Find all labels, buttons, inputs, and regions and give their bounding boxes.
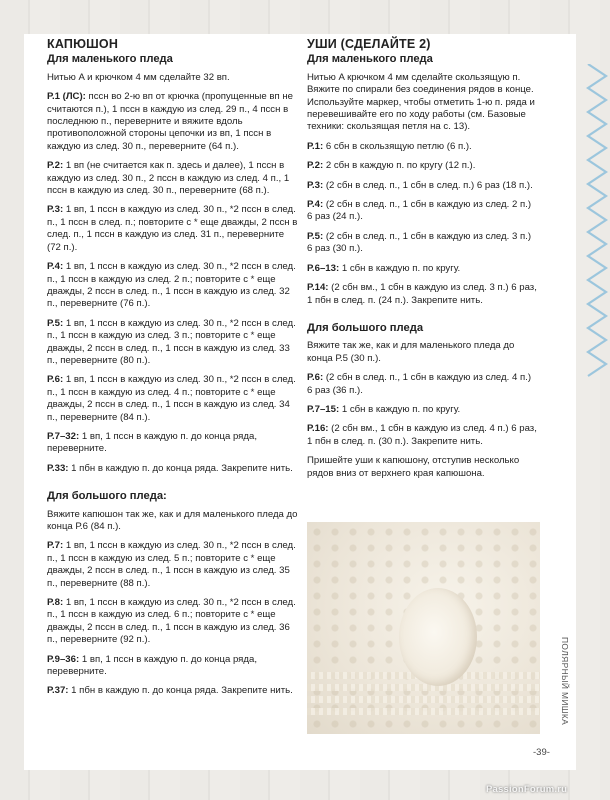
left-column (47, 38, 300, 705)
row-label: Р.14: (307, 282, 329, 294)
row-text: 1 вп, 1 пссн в каждую из след. 30 п., *2 пссн в след. п., 1 пссн в каждую из след. 3 п.; повторите с * еще дважды, 2 пссн в след. п., 1 пссн в каждую из след. 33 п., переверните (80 п.). (47, 317, 296, 366)
row-label: Р.1 (ЛС): (47, 91, 86, 103)
pattern-row (307, 199, 539, 224)
row-text: 1 вп, 1 пссн в каждую из след. 30 п., *2 пссн в след. п., 1 пссн в каждую из след. 2 п.; повторите с * еще дважды, 2 пссн в след. п., 1 пссн в каждую из след. 32 п., переверните (76 п.). (47, 261, 296, 310)
row-label: Р.6–13: (307, 262, 340, 274)
pattern-row (307, 282, 539, 307)
pattern-row (47, 160, 300, 197)
pattern-row (307, 160, 539, 172)
row-label: Р.1: (307, 140, 324, 152)
row-label: Р.6: (307, 372, 324, 384)
ears-small-title: Для маленького пледа (307, 53, 433, 66)
row-text: (2 сбн в след. п., 1 сбн в каждую из след. 2 п.) 6 раз (24 п.). (307, 199, 532, 223)
row-text: 1 вп, 1 пссн в каждую из след. 30 п., *2 пссн в след. п., 1 пссн в каждую из след. 5 п.; повторите с * еще дважды, 2 пссн в след. п., 1 пссн в каждую из след. 35 п., переверните (88 п.). (47, 540, 296, 589)
row-label: Р.37: (47, 685, 69, 697)
row-label: Р.2: (307, 160, 324, 172)
row-label: Р.8: (47, 597, 64, 609)
pattern-row (47, 654, 300, 679)
pattern-row (307, 423, 539, 448)
pattern-row (47, 318, 300, 368)
ears-outro: Пришейте уши к капюшону, отступив несколько рядов вниз от верхнего края капюшона. (307, 455, 520, 479)
side-label-text: ПОЛЯРНЫЙ МИШКА (560, 637, 570, 726)
row-label: Р.7–15: (307, 403, 340, 415)
ears-large-rows (307, 372, 539, 448)
row-text: (2 сбн в след. п., 1 сбн в каждую из след. 3 п.) 6 раз (30 п.). (307, 230, 532, 255)
watermark: PassionForum.ru (486, 784, 568, 795)
ear-shape (399, 588, 477, 686)
pattern-row (47, 204, 300, 254)
row-text: (2 сбн вм., 1 сбн в каждую из след. 3 п.) 6 раз, 1 пбн в след. п. (24 п.). Закрепите нить. (307, 282, 537, 306)
row-text: (2 сбн вм., 1 сбн в каждую из след. 4 п.) 6 раз, 1 пбн в след. п. (30 п.). Закрепите нить. (307, 423, 537, 447)
row-label: Р.6: (47, 374, 64, 386)
row-text: 2 сбн в каждую п. по кругу (12 п.). (325, 160, 476, 172)
knitted-bear-ear-photo (307, 522, 540, 734)
pattern-row (47, 463, 300, 475)
row-text: 1 пбн в каждую п. до конца ряда. Закрепите нить. (71, 462, 293, 474)
ears-large-intro: Вяжите так же, как и для маленького пледа до конца Р.5 (30 п.). (307, 340, 515, 364)
pattern-row (307, 404, 539, 416)
hood-large-intro: Вяжите капюшон так же, как и для маленького пледа до конца Р.6 (84 п.). (47, 508, 298, 532)
row-text: 1 вп, 1 пссн в каждую из след. 30 п., *2 пссн в след. п., 1 пссн в каждую из след. 6 п.; повторите с * еще дважды, 2 пссн в след. п., 1 пссн в каждую из след. 36 п., переверните (92 п.). (47, 597, 296, 646)
row-text: 1 вп, 1 пссн в каждую п. до конца ряда, переверните. (47, 653, 257, 678)
row-text: 1 вп, 1 пссн в каждую из след. 30 п., *2 пссн в след. п., 1 пссн в каждую из след. 4 п.; повторите с * еще дважды, 2 пссн в след. п., 1 пссн в каждую из след. 34 п., переверните (84 п.). (47, 374, 296, 423)
row-label: Р.5: (47, 317, 64, 329)
hood-large-title: Для большого пледа: (47, 490, 167, 503)
row-text: 1 сбн в каждую п. по кругу. (341, 262, 461, 274)
row-text: 6 сбн в скользящую петлю (6 п.). (325, 140, 472, 152)
row-label: Р.3: (47, 204, 64, 216)
pattern-row (307, 141, 539, 153)
hood-small-title: Для маленького пледа (47, 53, 173, 66)
row-label: Р.7: (47, 540, 64, 552)
pattern-row (47, 685, 300, 697)
ears-small-intro: Нитью A крючком 4 мм сделайте скользящую п. Вяжите по спирали без соединения рядов в конце. Используйте маркер, чтобы отметить 1-ю п. ряда и перевешивайте его по ходу работы (см. Базовые техники: скользящая петля на с. 13). (307, 71, 535, 133)
row-text: 1 вп, 1 пссн в каждую из след. 30 п., *2 пссн в след. п., 1 пссн в след. п.; повторите с * еще дважды, 2 пссн в след. п., 1 пссн в каждую из след. 31 п., переверните (72 п.). (47, 204, 298, 253)
pattern-row (47, 261, 300, 311)
row-label: Р.7–32: (47, 430, 80, 442)
hood-small-rows (47, 91, 300, 475)
row-text: (2 сбн в след. п., 1 сбн в след. п.) 6 раз (18 п.). (325, 179, 533, 191)
pattern-row (47, 597, 300, 647)
zigzag-decoration (584, 64, 610, 384)
row-label: Р.33: (47, 462, 69, 474)
pattern-row (47, 374, 300, 424)
row-label: Р.4: (307, 199, 324, 211)
right-column (307, 38, 539, 487)
row-text: 1 пбн в каждую п. до конца ряда. Закрепите нить. (71, 685, 293, 697)
ears-small-rows (307, 141, 539, 307)
side-label (548, 637, 578, 726)
pattern-row (47, 431, 300, 456)
row-label: Р.9–36: (47, 653, 80, 665)
ears-title: УШИ (СДЕЛАЙТЕ 2) (307, 37, 431, 51)
row-label: Р.2: (47, 160, 64, 172)
row-label: Р.16: (307, 423, 329, 435)
pattern-row (307, 231, 539, 256)
pattern-row (47, 540, 300, 590)
page-number: -39- (533, 747, 550, 758)
row-text: 1 вп, 1 пссн в каждую п. до конца ряда, переверните. (47, 430, 257, 455)
row-text: пссн во 2-ю вп от крючка (пропущенные вп не считаются п.), 1 пссн в каждую из след. 29 п., 4 пссн в последнюю п., переверните и вяжите вдоль противоположной стороны цепочки из вп, 1 пссн в каждую из след. 30 п., переверните (64 п.). (47, 91, 294, 152)
row-label: Р.3: (307, 179, 324, 191)
hood-large-rows (47, 540, 300, 697)
row-text: 1 вп (не считается как п. здесь и далее), 1 пссн в каждую из след. 30 п., 2 пссн в каждую из след. 4 п., 1 пссн в каждую из след. 30 п., переверните (68 п.). (47, 160, 290, 197)
pattern-row (47, 91, 300, 153)
pattern-row (307, 372, 539, 397)
row-text: 1 сбн в каждую п. по кругу. (341, 403, 461, 415)
row-text: (2 сбн в след. п., 1 сбн в каждую из след. 4 п.) 6 раз (36 п.). (307, 372, 532, 396)
ears-large-title: Для большого пледа (307, 321, 424, 334)
hood-small-intro: Нитью A и крючком 4 мм сделайте 32 вп. (47, 71, 230, 83)
row-label: Р.4: (47, 261, 64, 273)
pattern-row (307, 180, 539, 192)
row-label: Р.5: (307, 230, 324, 242)
hood-title: КАПЮШОН (47, 37, 119, 51)
pattern-row (307, 263, 539, 275)
